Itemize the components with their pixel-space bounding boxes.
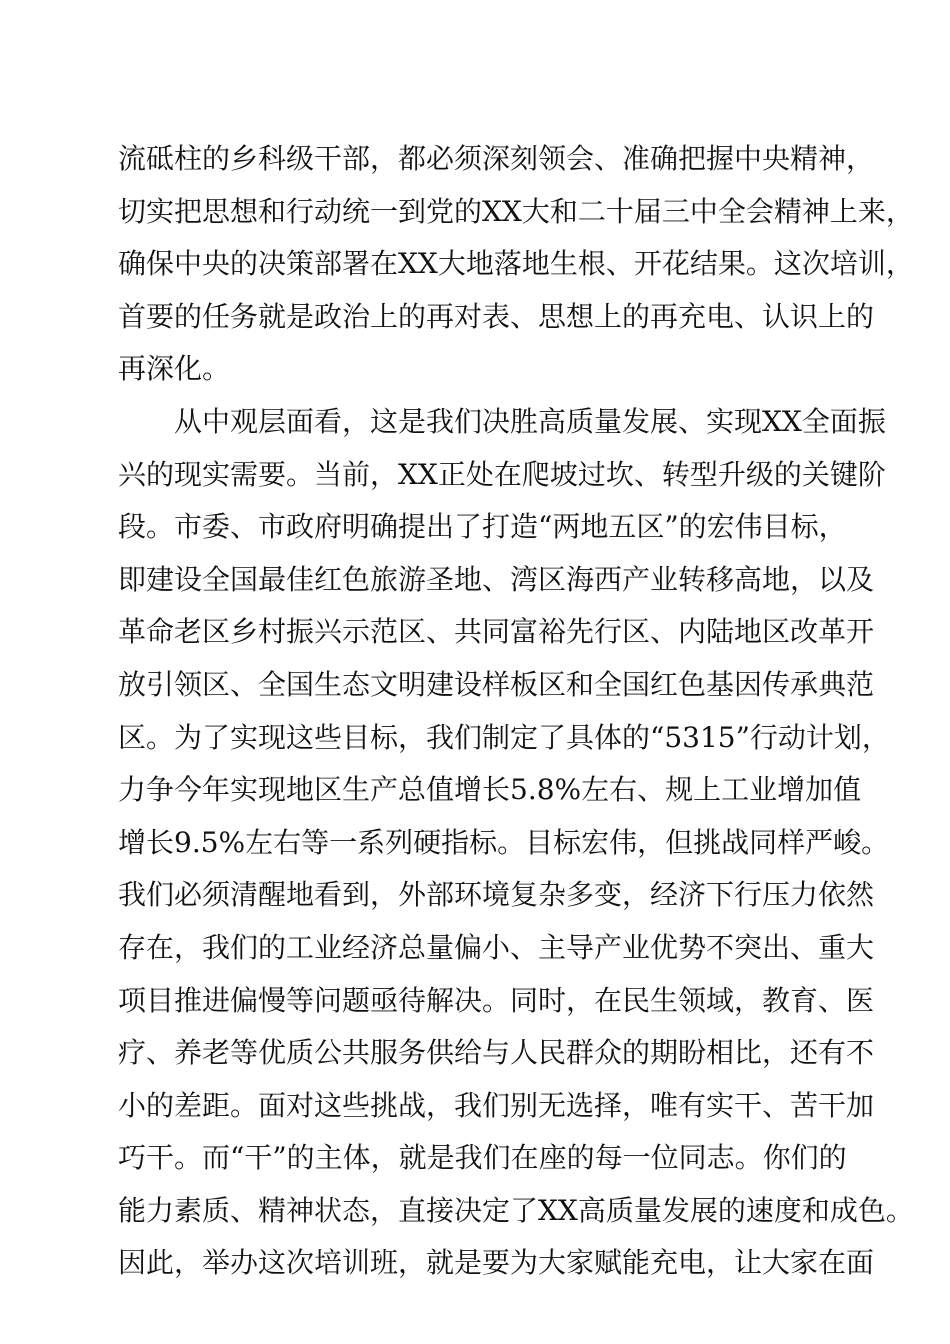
text-line: 区。为了实现这些目标，我们制定了具体的“5315”行动计划， [118,720,890,754]
text-line: 再深化。 [118,352,231,386]
text-line: 切实把思想和行动统一到党的XX大和二十届三中全会精神上来， [118,194,914,228]
text-line: 首要的任务就是政治上的再对表、思想上的再充电、认识上的 [118,299,875,333]
text-line: 即建设全国最佳红色旅游圣地、湾区海西产业转移高地，以及 [118,562,875,596]
paragraph-2 [118,396,914,1290]
text-line: 力争今年实现地区生产总值增长5.8%左右、规上工业增加值 [118,773,862,807]
text-line: 兴的现实需要。当前，XX正处在爬坡过坎、转型升级的关键阶 [118,457,886,491]
text-line: 我们必须清醒地看到，外部环境复杂多变，经济下行压力依然 [118,878,875,912]
text-line: 段。市委、市政府明确提出了打造“两地五区”的宏伟目标， [118,510,847,544]
document-body [118,133,914,1290]
text-line: 小的差距。面对这些挑战，我们别无选择，唯有实干、苦干加 [118,1088,875,1122]
text-line: 存在，我们的工业经济总量偏小、主导产业优势不突出、重大 [118,930,875,964]
text-line: 革命老区乡村振兴示范区、共同富裕先行区、内陆地区改革开 [118,615,875,649]
paragraph-1 [118,133,914,396]
text-line: 增长9.5%左右等一系列硬指标。目标宏伟，但挑战同样严峻。 [118,825,890,859]
text-line: 放引领区、全国生态文明建设样板区和全国红色基因传承典范 [118,667,875,701]
text-line: 流砥柱的乡科级干部，都必须深刻领会、准确把握中央精神， [118,142,875,175]
text-line: 项目推进偏慢等问题亟待解决。同时，在民生领域，教育、医 [118,983,875,1017]
text-line: 确保中央的决策部署在XX大地落地生根、开花结果。这次培训， [118,247,914,281]
text-line: 从中观层面看，这是我们决胜高质量发展、实现XX全面振 [174,404,886,438]
text-line: 能力素质、精神状态，直接决定了XX高质量发展的速度和成色。 [118,1193,914,1227]
text-line: 疗、养老等优质公共服务供给与人民群众的期盼相比，还有不 [118,1036,875,1070]
text-line: 因此，举办这次培训班，就是要为大家赋能充电，让大家在面 [118,1246,875,1280]
text-line: 巧干。而“干”的主体，就是我们在座的每一位同志。你们的 [118,1141,847,1175]
